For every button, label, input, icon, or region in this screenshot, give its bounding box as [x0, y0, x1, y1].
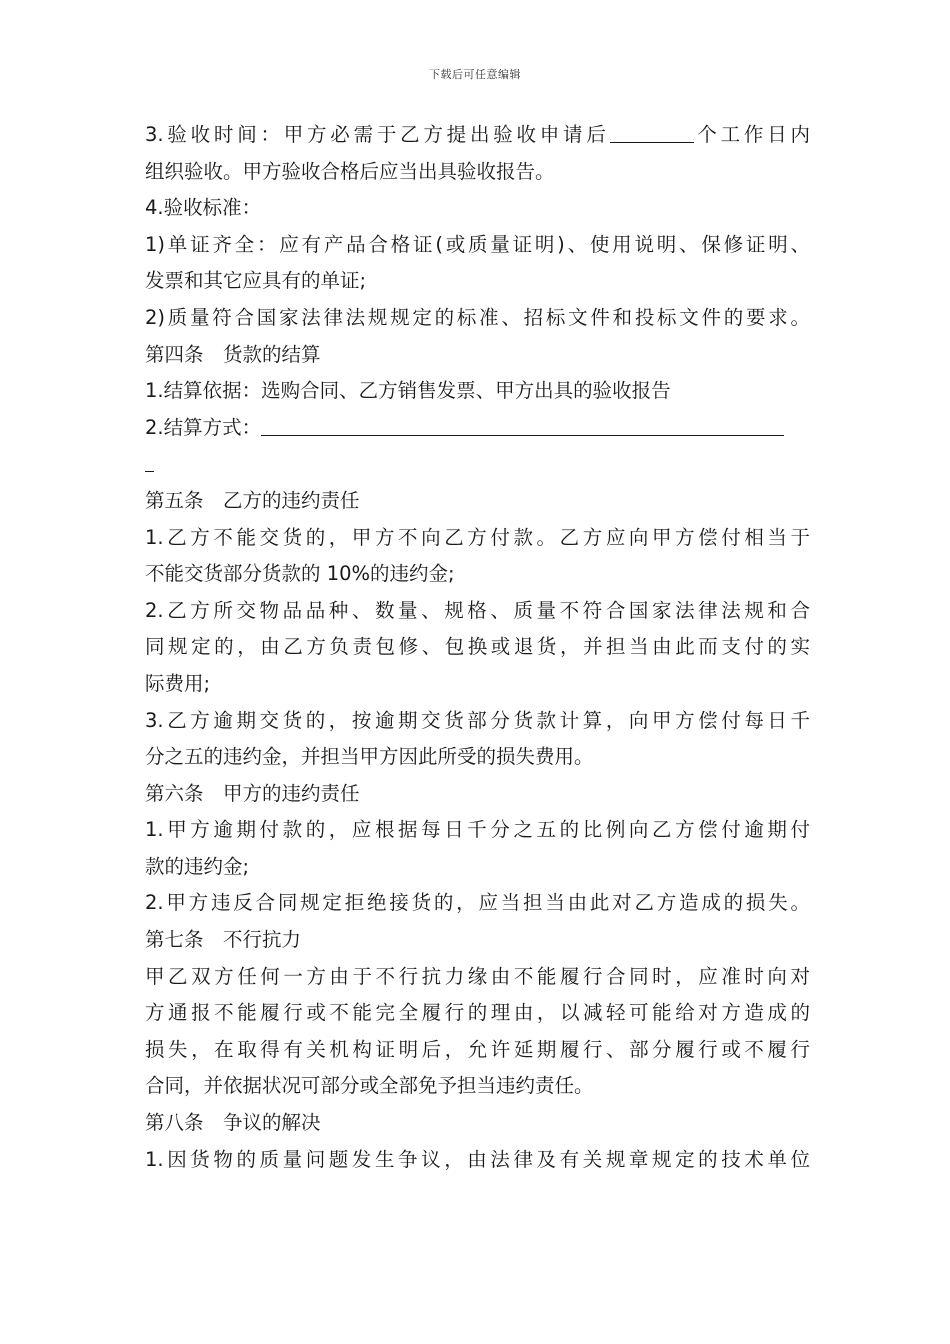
- paragraph-line: 3.乙方逾期交货的，按逾期交货部分货款计算，向甲方偿付每日千: [145, 708, 810, 732]
- paragraph-line: 际费用;: [145, 671, 211, 695]
- paragraph-line: 款的违约金;: [145, 854, 250, 878]
- article-heading-5: 第五条 乙方的违约责任: [145, 488, 360, 512]
- article-heading-6: 第六条 甲方的违约责任: [145, 781, 360, 805]
- paragraph-line: 1.甲方逾期付款的，应根据每日千分之五的比例向乙方偿付逾期付: [145, 818, 810, 842]
- paragraph-line: 合同，并依据状况可部分或全部免予担当违约责任。: [145, 1074, 594, 1098]
- paragraph-line: 损失，在取得有关机构证明后，允许延期履行、部分履行或不履行: [145, 1037, 810, 1061]
- article-heading-8: 第八条 争议的解决: [145, 1111, 321, 1135]
- page-header: 下载后可任意编辑: [429, 68, 521, 81]
- settlement-method-label: 2.结算方式：: [145, 415, 262, 439]
- acceptance-standard-heading: 4.验收标准：: [145, 196, 262, 220]
- settlement-method-blank-continued: [145, 446, 810, 483]
- document-body: [145, 117, 810, 1178]
- paragraph-line: 同规定的，由乙方负责包修、包换或退货，并担当由此而支付的实: [145, 635, 810, 659]
- paragraph-line: 1.因货物的质量问题发生争议，由法律及有关规章规定的技术单位: [145, 1147, 810, 1171]
- paragraph-line: 发票和其它应具有的单证;: [145, 269, 367, 293]
- article-heading-7: 第七条 不行抗力: [145, 928, 302, 952]
- paragraph-line: 2)质量符合国家法律法规规定的标准、招标文件和投标文件的要求。: [145, 305, 810, 329]
- settlement-method-blank[interactable]: [261, 415, 784, 436]
- settlement-method-blank-tail[interactable]: [145, 449, 154, 472]
- settlement-method-line: [145, 410, 810, 447]
- paragraph-line: 2.乙方所交物品品种、数量、规格、质量不符合国家法律法规和合: [145, 598, 810, 622]
- article-heading-4: 第四条 货款的结算: [145, 342, 321, 366]
- paragraph-line: 2.甲方违反合同规定拒绝接货的，应当担当由此对乙方造成的损失。: [145, 891, 810, 915]
- paragraph-line: 分之五的违约金，并担当甲方因此所受的损失费用。: [145, 745, 594, 769]
- acceptance-time-text: 3.验收时间：甲方必需于乙方提出验收申请后: [145, 123, 610, 146]
- acceptance-time-line: [145, 117, 810, 154]
- paragraph-line: 1.结算依据：选购合同、乙方销售发票、甲方出具的验收报告: [145, 379, 671, 403]
- paragraph-line: 甲乙双方任何一方由于不行抗力缘由不能履行合同时，应准时向对: [145, 964, 810, 988]
- working-days-blank[interactable]: [610, 122, 694, 143]
- paragraph-line: 1)单证齐全：应有产品合格证(或质量证明)、使用说明、保修证明、: [145, 232, 810, 256]
- paragraph-line: 方通报不能履行或不能完全履行的理由，以减轻可能给对方造成的: [145, 1001, 810, 1025]
- paragraph-line: 不能交货部分货款的 10%的违约金;: [145, 562, 455, 586]
- paragraph-line: 组织验收。甲方验收合格后应当出具验收报告。: [145, 159, 555, 183]
- paragraph-line: 1.乙方不能交货的，甲方不向乙方付款。乙方应向甲方偿付相当于: [145, 525, 810, 549]
- acceptance-time-text-end: 个工作日内: [693, 123, 810, 146]
